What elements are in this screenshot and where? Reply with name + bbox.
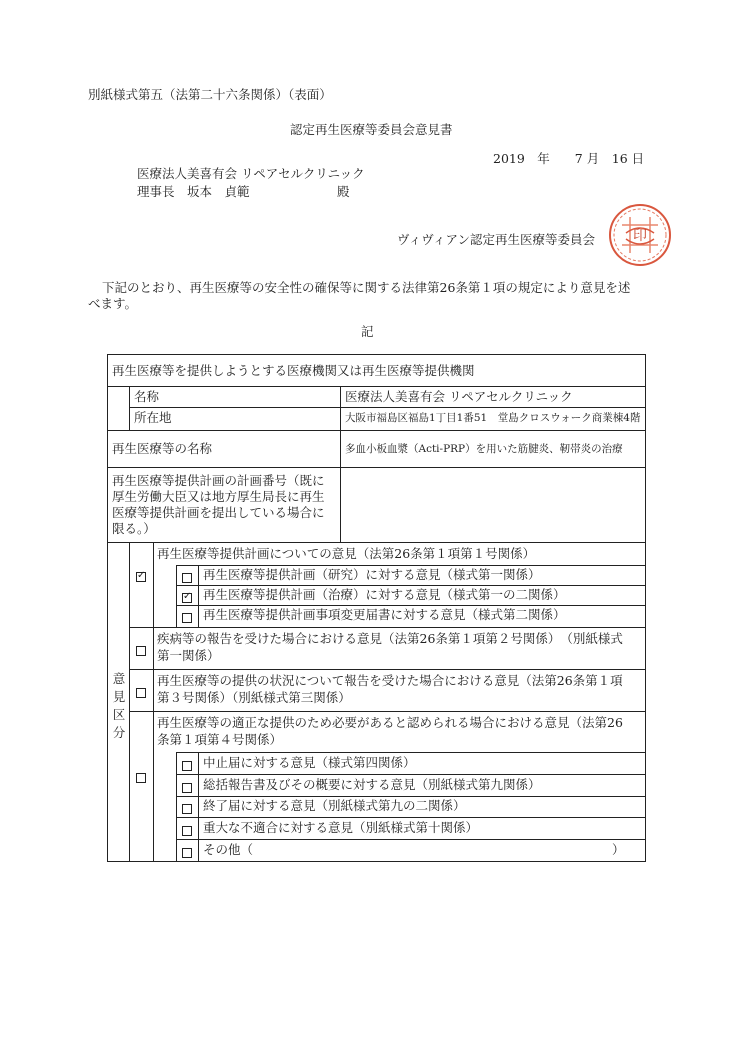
- category-label: 意見区分: [112, 671, 126, 740]
- provider-header: 再生医療等を提供しようとする医療機関又は再生医療等提供機関: [112, 363, 475, 378]
- intro-line-2: べます。: [88, 296, 138, 311]
- sec4-item4-label: 重大な不適合に対する意見（別紙様式第十関係）: [203, 820, 479, 835]
- therapy-value: 多血小板血漿（Acti-PRP）を用いた筋腱炎、靭帯炎の治療: [345, 443, 623, 455]
- addressee-person: 理事長 坂本 貞範 殿: [137, 184, 350, 199]
- sec4-line2: 条第１項第４号関係）: [157, 732, 283, 747]
- sec4-item3-checkbox[interactable]: [182, 804, 192, 814]
- sec4-item1-label: 中止届に対する意見（様式第四関係）: [203, 755, 416, 770]
- seal-glyph: 印: [633, 228, 647, 244]
- sec1-item2-checkbox[interactable]: [182, 593, 192, 603]
- committee-name: ヴィヴィアン認定再生医療等委員会: [397, 232, 596, 247]
- sec2-line1: 疾病等の報告を受けた場合における意見（法第26条第１項第２号関係） （別紙様式: [157, 631, 623, 646]
- issue-date: 2019 年 7 月 16 日: [493, 151, 645, 166]
- sec1-item1-checkbox[interactable]: [182, 573, 192, 583]
- sec1-item3-checkbox[interactable]: [182, 613, 192, 623]
- sec3-line1: 再生医療等の提供の状況について報告を受けた場合における意見（法第26条第１項: [157, 673, 623, 688]
- sec1-item3-label: 再生医療等提供計画事項変更届書に対する意見（様式第二関係）: [203, 607, 566, 622]
- sec1-checkbox[interactable]: [136, 572, 146, 582]
- sec4-item3-label: 終了届に対する意見（別紙様式第九の二関係）: [203, 798, 466, 813]
- sec4-item5-close: ）: [612, 842, 625, 857]
- address-value: 大阪市福島区福島1丁目1番51 堂島クロスウォーク商業棟4階: [345, 412, 641, 424]
- therapy-label: 再生医療等の名称: [112, 441, 213, 456]
- sec2-checkbox[interactable]: [136, 646, 146, 656]
- sec1-title: 再生医療等提供計画についての意見（法第26条第１項第１号関係）: [157, 546, 536, 561]
- sec4-item2-checkbox[interactable]: [182, 783, 192, 793]
- plan-number-label-4: 限る。）: [112, 521, 156, 536]
- sec4-item4-checkbox[interactable]: [182, 826, 192, 836]
- sec3-line2: 第３号関係）（別紙様式第三関係）: [157, 690, 351, 705]
- committee-seal-icon: [608, 203, 672, 267]
- name-value: 医療法人美喜有会 リペアセルクリニック: [345, 389, 573, 404]
- plan-number-label-1: 再生医療等提供計画の計画番号（既に: [112, 473, 325, 488]
- intro-line-1: 下記のとおり、再生医療等の安全性の確保等に関する法律第26条第１項の規定により意見を述: [102, 280, 631, 295]
- ki-marker: 記: [361, 324, 374, 339]
- sec4-checkbox[interactable]: [136, 773, 146, 783]
- sec4-line1: 再生医療等の適正な提供のため必要があると認められる場合における意見（法第26: [157, 715, 623, 730]
- sec2-line2: 第一関係）: [157, 648, 220, 663]
- addressee-organization: 医療法人美喜有会 リペアセルクリニック: [137, 166, 365, 181]
- name-label: 名称: [134, 389, 160, 404]
- form-reference: 別紙様式第五（法第二十六条関係）（表面）: [88, 87, 332, 102]
- plan-number-label-2: 厚生労働大臣又は地方厚生局長に再生: [112, 489, 325, 504]
- sec1-item2-label: 再生医療等提供計画（治療）に対する意見（様式第一の二関係）: [203, 587, 566, 602]
- sec3-checkbox[interactable]: [136, 688, 146, 698]
- plan-number-label-3: 医療等提供計画を提出している場合に: [112, 505, 325, 520]
- sec4-item5-label: その他（: [203, 842, 254, 857]
- sec4-item1-checkbox[interactable]: [182, 761, 192, 771]
- document-title: 認定再生医療等委員会意見書: [290, 122, 453, 137]
- sec1-item1-label: 再生医療等提供計画（研究）に対する意見（様式第一関係）: [203, 567, 541, 582]
- sec4-item5-checkbox[interactable]: [182, 848, 192, 858]
- sec4-item2-label: 総括報告書及びその概要に対する意見（別紙様式第九関係）: [203, 777, 541, 792]
- address-label: 所在地: [134, 410, 172, 425]
